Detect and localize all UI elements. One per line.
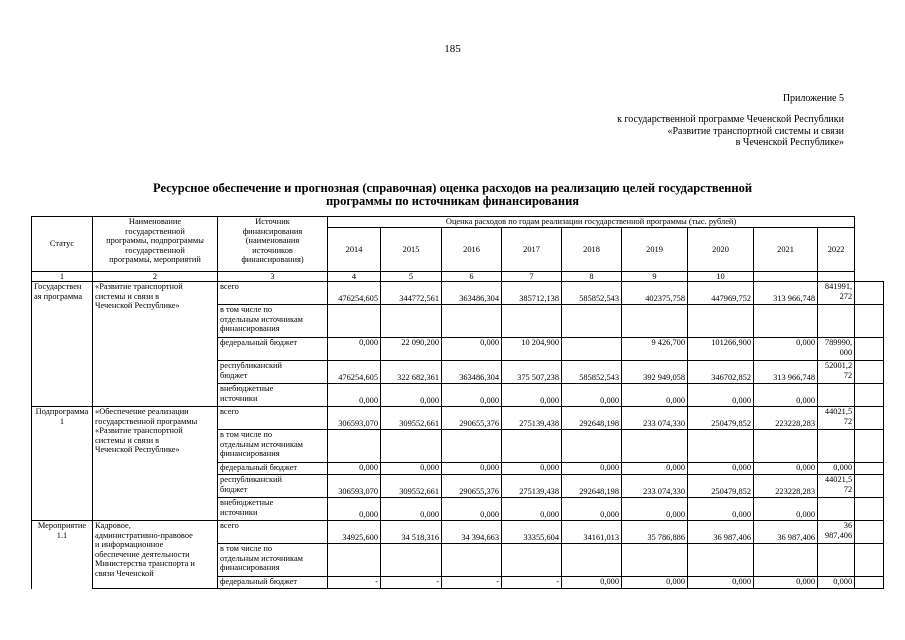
header-name-line: программы, подпрограммы	[106, 236, 204, 246]
value-cell: 0,000	[754, 463, 818, 475]
column-number-row	[32, 272, 884, 282]
spare-cell	[855, 384, 884, 407]
value-cell: 0,000	[502, 463, 562, 475]
funding-source-cell	[218, 498, 328, 521]
value-cell: 309552,661	[381, 407, 442, 430]
funding-source-cell	[218, 430, 328, 463]
spare-cell	[855, 544, 884, 577]
value-cell	[754, 544, 818, 577]
status-cell	[32, 521, 93, 589]
spare-cell	[855, 282, 884, 305]
value-cell	[754, 430, 818, 463]
value-cell: 0,000	[381, 384, 442, 407]
value-cell: 34161,013	[562, 521, 622, 544]
header-source-line: источников	[252, 245, 293, 255]
funding-source-line: республиканский	[220, 361, 282, 370]
value-cell: 476254,605	[328, 282, 381, 305]
value-cell: -	[502, 577, 562, 589]
value-cell: 233 074,330	[622, 475, 688, 498]
value-cell: 0,000	[562, 384, 622, 407]
header-source-line: Источник	[255, 217, 290, 226]
value-cell: 0,000	[442, 498, 502, 521]
appendix-line: в Чеченской Республике»	[735, 137, 844, 148]
value-cell: 0,000	[562, 463, 622, 475]
program-name-line: Чеченской Республике»	[95, 445, 180, 455]
funding-source-cell	[218, 544, 328, 577]
value-cell: 10 204,900	[502, 338, 562, 361]
funding-source-line: отдельным источникам	[220, 314, 303, 324]
funding-source-line: федеральный бюджет	[220, 577, 298, 586]
value-cell: 0,000	[688, 577, 754, 589]
value-cell	[562, 430, 622, 463]
funding-source-line: источники	[220, 393, 258, 403]
value-cell: 0,000	[328, 498, 381, 521]
value-cell: 292648,198	[562, 407, 622, 430]
spare-cell	[855, 430, 884, 463]
column-number: 6	[442, 272, 502, 282]
program-name-cell	[93, 282, 218, 407]
table-row	[32, 407, 884, 430]
value-cell: 385712,138	[502, 282, 562, 305]
funding-source-line: отдельным источникам	[220, 553, 303, 563]
program-name-line: «Развитие транспортной	[95, 282, 183, 291]
program-name-cell	[93, 521, 218, 589]
value-cell: 34 518,316	[381, 521, 442, 544]
value-cell	[818, 384, 855, 407]
value-cell	[502, 430, 562, 463]
funding-source-cell	[218, 407, 328, 430]
header-estimate: Оценка расходов по годам реализации государственной программы (тыс. рублей)	[328, 217, 855, 228]
value-cell: 52001,2 72	[818, 361, 855, 384]
header-status: Статус	[32, 217, 93, 272]
value-cell: 0,000	[754, 577, 818, 589]
column-number: 10	[688, 272, 754, 282]
program-name-line: «Развитие транспортной	[95, 426, 183, 436]
value-cell	[381, 544, 442, 577]
value-cell	[328, 430, 381, 463]
program-name-line: Министерства транспорта и	[95, 559, 195, 569]
value-cell	[818, 498, 855, 521]
document-title	[40, 182, 865, 207]
value-cell: 363486,304	[442, 282, 502, 305]
value-cell: 344772,561	[381, 282, 442, 305]
value-cell: 363486,304	[442, 361, 502, 384]
value-cell	[502, 305, 562, 338]
value-cell: 0,000	[754, 498, 818, 521]
header-row	[32, 217, 884, 228]
value-cell: 233 074,330	[622, 407, 688, 430]
value-cell: 0,000	[622, 577, 688, 589]
program-name-line: «Обеспечение реализации	[95, 407, 189, 416]
value-cell: 0,000	[688, 498, 754, 521]
value-cell	[688, 305, 754, 338]
value-cell	[442, 544, 502, 577]
status-line: Мероприятие	[37, 521, 87, 530]
funding-source-line: отдельным источникам	[220, 439, 303, 449]
header-source-line: (наименования	[245, 236, 300, 246]
appendix-line: к государственной программе Чеченской Республики	[617, 114, 844, 125]
value-cell	[818, 305, 855, 338]
header-name-line: государственной	[125, 226, 185, 236]
funding-source-line: финансирования	[220, 324, 280, 334]
value-cell: 22 090,200	[381, 338, 442, 361]
funding-source-cell	[218, 305, 328, 338]
funding-source-line: внебюджетные	[220, 384, 274, 393]
value-cell: 0,000	[622, 384, 688, 407]
spare-cell	[855, 305, 884, 338]
funding-source-line: финансирования	[220, 449, 280, 459]
value-cell: -	[381, 577, 442, 589]
value-cell: 0,000	[502, 384, 562, 407]
value-cell: 0,000	[562, 498, 622, 521]
value-cell: 275139,438	[502, 407, 562, 430]
spare-cell	[855, 407, 884, 430]
value-cell: 0,000	[754, 338, 818, 361]
program-name-line: государственной программы	[95, 416, 198, 426]
funding-source-cell	[218, 577, 328, 589]
value-cell	[502, 544, 562, 577]
value-cell: 0,000	[328, 463, 381, 475]
value-cell: 0,000	[688, 463, 754, 475]
funding-source-line: республиканский	[220, 475, 282, 484]
column-number: 8	[562, 272, 622, 282]
value-cell: 0,000	[442, 384, 502, 407]
value-cell: 0,000	[381, 498, 442, 521]
funding-source-line: всего	[220, 282, 239, 291]
funding-source-line: источники	[220, 507, 258, 517]
value-cell: 476254,605	[328, 361, 381, 384]
header-source	[218, 217, 328, 272]
spare-cell	[855, 521, 884, 544]
program-name-line: Чеченской Республике»	[95, 301, 180, 311]
value-cell: 36 987,406	[688, 521, 754, 544]
header-name-line: государственной	[125, 245, 185, 255]
value-cell: 44021,5 72	[818, 475, 855, 498]
value-cell: -	[442, 577, 502, 589]
funding-table	[31, 216, 884, 589]
value-cell: 447969,752	[688, 282, 754, 305]
value-cell: 0,000	[502, 498, 562, 521]
value-cell: 0,000	[328, 338, 381, 361]
value-cell: 306593,070	[328, 407, 381, 430]
value-cell: 0,000	[442, 463, 502, 475]
value-cell	[688, 544, 754, 577]
spare-cell	[855, 361, 884, 384]
value-cell	[818, 430, 855, 463]
page-number: 185	[444, 43, 461, 55]
funding-source-cell	[218, 384, 328, 407]
value-cell: 36 987,406	[754, 521, 818, 544]
funding-source-line: федеральный бюджет	[220, 463, 298, 472]
status-line: Подпрограмма	[35, 407, 89, 416]
value-cell: 0,000	[688, 384, 754, 407]
table-row	[32, 521, 884, 544]
value-cell: 292648,198	[562, 475, 622, 498]
program-name-line: Кадровое,	[95, 521, 131, 530]
status-line: 1	[59, 416, 65, 426]
value-cell: 346702,852	[688, 361, 754, 384]
value-cell: 0,000	[442, 338, 502, 361]
funding-source-cell	[218, 475, 328, 498]
value-cell	[562, 305, 622, 338]
status-line: ая программа	[34, 291, 83, 301]
value-cell: 375 507,238	[502, 361, 562, 384]
value-cell: 0,000	[562, 577, 622, 589]
value-cell	[328, 305, 381, 338]
funding-source-cell	[218, 463, 328, 475]
title-line: программы по источникам финансирования	[325, 193, 580, 208]
value-cell	[622, 430, 688, 463]
program-name-line: и информационное	[95, 540, 164, 550]
funding-source-line: в том числе по	[220, 430, 273, 439]
value-cell: -	[328, 577, 381, 589]
funding-source-line: бюджет	[220, 370, 248, 380]
column-number: 3	[218, 272, 328, 282]
value-cell: 34 394,663	[442, 521, 502, 544]
value-cell: 9 426,700	[622, 338, 688, 361]
value-cell: 101266,900	[688, 338, 754, 361]
value-cell: 0,000	[818, 463, 855, 475]
appendix-line: «Развитие транспортной системы и связи	[667, 125, 844, 137]
title-line: Ресурсное обеспечение и прогнозная (справочная) оценка расходов на реализацию целей государственной	[152, 181, 753, 195]
appendix-label: Приложение 5	[782, 93, 844, 104]
status-cell	[32, 407, 93, 521]
value-cell: 402375,758	[622, 282, 688, 305]
value-cell: 0,000	[328, 384, 381, 407]
value-cell: 44021,5 72	[818, 407, 855, 430]
funding-source-line: в том числе по	[220, 544, 273, 553]
value-cell	[381, 430, 442, 463]
header-name-line: программы, мероприятий	[109, 255, 201, 265]
program-name-line: системы и связи в	[95, 435, 160, 445]
program-name-line: системы и связи в	[95, 291, 160, 301]
value-cell	[442, 305, 502, 338]
value-cell: 306593,070	[328, 475, 381, 498]
value-cell	[442, 430, 502, 463]
value-cell: 313 966,748	[754, 361, 818, 384]
value-cell: 789990, 000	[818, 338, 855, 361]
year-header: 2020	[688, 228, 754, 272]
column-number: 9	[622, 272, 688, 282]
header-name-line: Наименование	[128, 217, 182, 226]
value-cell: 309552,661	[381, 475, 442, 498]
year-header: 2015	[381, 228, 442, 272]
spare-cell	[855, 498, 884, 521]
value-cell: 33355,604	[502, 521, 562, 544]
funding-source-line: федеральный бюджет	[220, 338, 298, 347]
header-source-line: финансирования	[242, 226, 303, 236]
status-line: 1.1	[56, 530, 68, 540]
value-cell: 0,000	[381, 463, 442, 475]
funding-source-line: всего	[220, 521, 239, 530]
column-number: 4	[328, 272, 381, 282]
value-cell: 275139,438	[502, 475, 562, 498]
value-cell: 0,000	[754, 384, 818, 407]
value-cell: 322 682,361	[381, 361, 442, 384]
funding-source-cell	[218, 282, 328, 305]
column-number: 5	[381, 272, 442, 282]
value-cell	[381, 305, 442, 338]
program-name-line: административно-правовое	[95, 530, 193, 540]
year-header: 2018	[562, 228, 622, 272]
program-name-cell	[93, 407, 218, 521]
value-cell	[688, 430, 754, 463]
column-number	[754, 272, 818, 282]
value-cell: 223228,283	[754, 407, 818, 430]
value-cell: 0,000	[622, 498, 688, 521]
appendix-reference	[617, 114, 844, 149]
value-cell: 392 949,058	[622, 361, 688, 384]
value-cell	[562, 544, 622, 577]
column-number	[818, 272, 855, 282]
table-row	[32, 282, 884, 305]
funding-source-line: внебюджетные	[220, 498, 274, 507]
spare-cell	[855, 463, 884, 475]
program-name-line: связи Чеченской	[95, 568, 154, 578]
value-cell: 290655,376	[442, 407, 502, 430]
funding-source-line: бюджет	[220, 484, 248, 494]
value-cell	[622, 305, 688, 338]
value-cell: 34925,600	[328, 521, 381, 544]
spare-cell	[855, 577, 884, 589]
value-cell: 0,000	[622, 463, 688, 475]
header-source-line: финансирования)	[241, 255, 304, 265]
funding-source-line: в том числе по	[220, 305, 273, 314]
year-header: 2014	[328, 228, 381, 272]
year-header: 2022	[818, 228, 855, 272]
value-cell: 250479,852	[688, 407, 754, 430]
year-header: 2021	[754, 228, 818, 272]
funding-source-line: всего	[220, 407, 239, 416]
header-name	[93, 217, 218, 272]
value-cell	[328, 544, 381, 577]
value-cell: 223228,283	[754, 475, 818, 498]
status-cell	[32, 282, 93, 407]
value-cell: 841991, 272	[818, 282, 855, 305]
value-cell	[562, 338, 622, 361]
value-cell: 585852,543	[562, 282, 622, 305]
value-cell	[754, 305, 818, 338]
year-header: 2016	[442, 228, 502, 272]
column-number: 7	[502, 272, 562, 282]
program-name-line: обеспечение деятельности	[95, 549, 190, 559]
funding-source-cell	[218, 361, 328, 384]
value-cell: 290655,376	[442, 475, 502, 498]
value-cell: 313 966,748	[754, 282, 818, 305]
funding-source-cell	[218, 338, 328, 361]
value-cell: 250479,852	[688, 475, 754, 498]
column-number: 2	[93, 272, 218, 282]
spare-cell	[855, 338, 884, 361]
value-cell: 0,000	[818, 577, 855, 589]
column-number: 1	[32, 272, 93, 282]
value-cell: 36 987,406	[818, 521, 855, 544]
year-header: 2017	[502, 228, 562, 272]
value-cell: 35 786,886	[622, 521, 688, 544]
funding-source-cell	[218, 521, 328, 544]
value-cell	[818, 544, 855, 577]
year-header: 2019	[622, 228, 688, 272]
funding-source-line: финансирования	[220, 563, 280, 573]
status-line: Государствен	[34, 282, 82, 291]
value-cell	[622, 544, 688, 577]
value-cell: 585852,543	[562, 361, 622, 384]
spare-cell	[855, 475, 884, 498]
